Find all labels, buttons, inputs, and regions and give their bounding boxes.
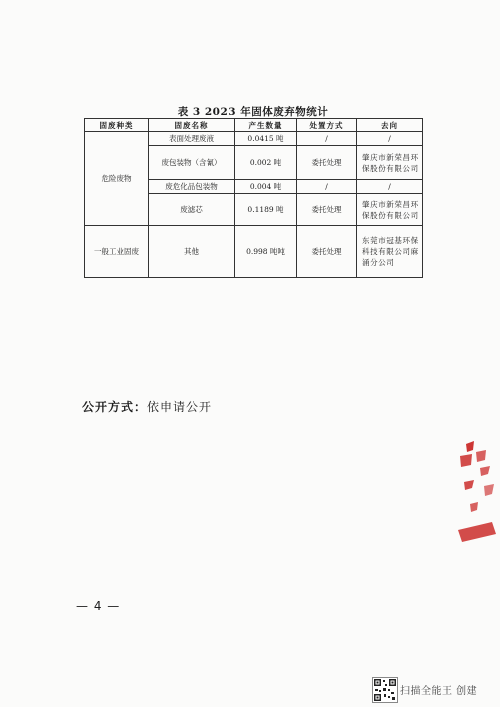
scanner-app-watermark: 扫描全能王 创建 [400,686,478,697]
waste-name-cell: 废包装物（含氰） [149,146,235,180]
destination-line: 保股份有限公司 [362,163,419,173]
destination-line: 涌分公司 [362,258,395,267]
waste-name-cell: 表面处理废液 [149,132,235,146]
page-number: — 4 — [76,599,121,613]
header-method: 处置方式 [297,119,357,132]
solid-waste-table [84,118,423,278]
amount-cell: 0.004 吨 [235,180,297,194]
disclosure-label: 公开方式： [82,400,148,414]
header-destination: 去向 [357,119,423,132]
amount-cell: 0.0415 吨 [235,132,297,146]
destination-line: 科技有限公司麻 [362,247,419,256]
destination-line: 肇庆市新荣昌环 [362,152,419,162]
category-cell: 一般工业固废 [85,226,149,278]
qr-code-icon [372,677,398,703]
waste-name-cell: 废危化品包装物 [149,180,235,194]
destination-line: 东莞市冠基环保 [362,236,419,245]
amount-cell: 0.002 吨 [235,146,297,180]
header-name: 固废名称 [149,119,235,132]
amount-cell: 0.1189 吨 [235,194,297,226]
destination-cell [357,146,423,180]
table-row [85,226,423,278]
destination-cell [357,226,423,278]
disclosure-method [82,398,212,415]
header-category: 固废种类 [85,119,149,132]
disclosure-value: 依申请公开 [147,400,213,414]
destination-line: 保股份有限公司 [362,210,419,220]
seal-stamp-fragment [452,438,500,548]
waste-name-cell: 废滤芯 [149,194,235,226]
method-cell: 委托处理 [297,146,357,180]
waste-name-cell: 其他 [149,226,235,278]
method-cell: 委托处理 [297,194,357,226]
destination-cell: / [357,180,423,194]
category-cell: 危险废物 [85,132,149,226]
amount-cell: 0.998 吨吨 [235,226,297,278]
header-amount: 产生数量 [235,119,297,132]
destination-cell: / [357,132,423,146]
destination-line: 肇庆市新荣昌环 [362,199,419,209]
table-title: 表 3 2023 年固体废弃物统计 [177,106,329,118]
table-header-row [85,119,423,132]
table-row [85,132,423,146]
method-cell: / [297,180,357,194]
destination-cell [357,194,423,226]
method-cell: 委托处理 [297,226,357,278]
method-cell: / [297,132,357,146]
